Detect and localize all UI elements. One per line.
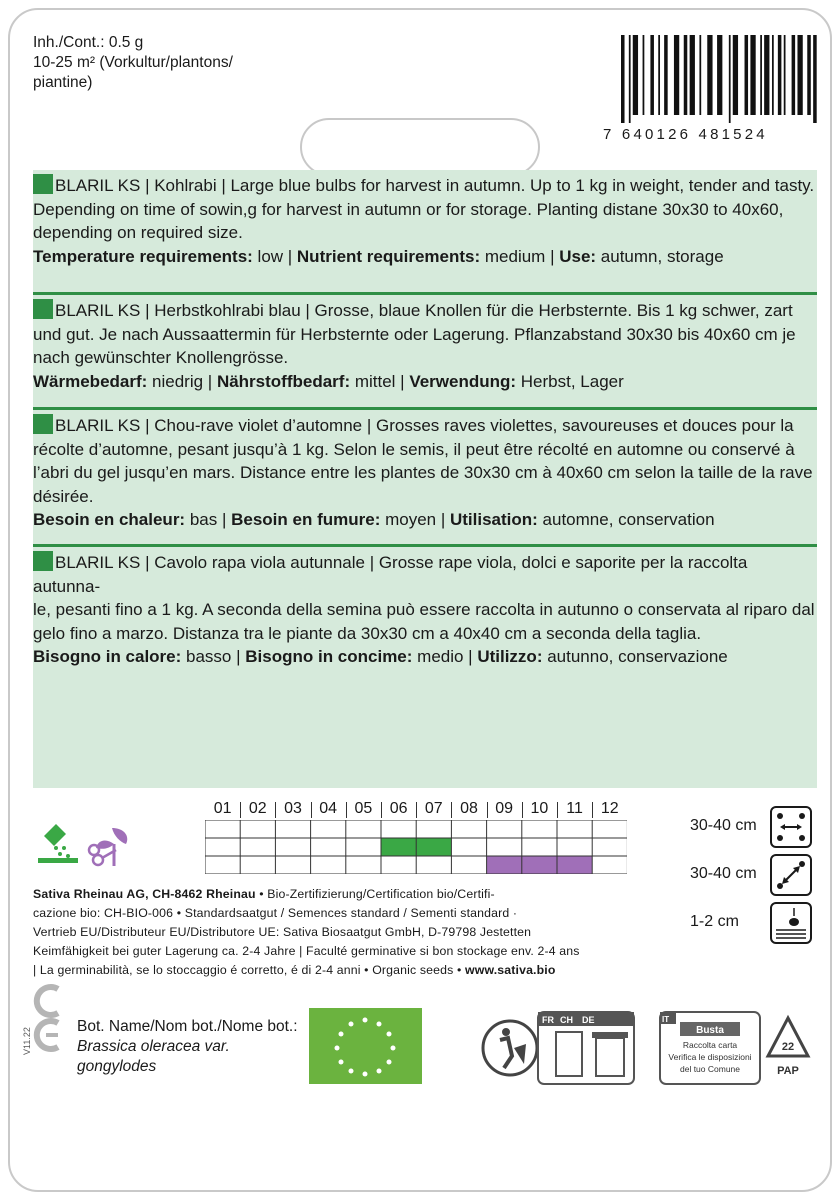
content-line: Inh./Cont.: 0.5 g — [33, 34, 144, 51]
calendar-month-label: 01 — [213, 800, 232, 817]
barcode-bar — [629, 35, 631, 123]
barcode-bar — [760, 35, 762, 115]
plant-distance-label: 30-40 cm — [690, 865, 757, 882]
barcode-bar — [807, 35, 811, 115]
desc-line: le, pesanti fino a 1 kg. A seconda della semina può essere raccolta in autunno o conservata al riparo dal — [33, 600, 815, 619]
calendar-header-divider — [240, 802, 241, 818]
recycling-info — [478, 1008, 818, 1088]
requirements-line: Bisogno in calore: basso | Bisogno in concime: medio | Utilizzo: autunno, conservazione — [33, 647, 728, 666]
calendar-header-divider — [311, 802, 312, 818]
desc-line: récolte d’automne, pesant jusqu’à 1 kg. Selon le semis, il peut être récolté en automne ou conservé à — [33, 439, 795, 459]
sowing-icon — [38, 824, 78, 863]
eu-organic-logo-icon — [309, 1008, 422, 1084]
calendar-month-label: 07 — [424, 800, 443, 817]
barcode-bar — [664, 35, 668, 115]
description-panel — [33, 170, 817, 788]
barcode-bar — [650, 35, 654, 115]
svg-text:PAP: PAP — [777, 1065, 799, 1077]
desc-line: gelo fino a marzo. Distanza tra le piante da 30x30 cm a 40x40 cm a seconda della taglia. — [33, 623, 702, 643]
svg-text:IT: IT — [662, 1015, 670, 1024]
barcode-bars — [621, 35, 821, 123]
latin-name-2: gongylodes — [77, 1058, 157, 1075]
barcode-bar — [750, 35, 755, 115]
botanical-name — [77, 1017, 298, 1077]
company-line: Vertrieb EU/Distributeur EU/Distributore UE: Sativa Biosaatgut GmbH, D-79798 Jestetten — [33, 925, 532, 939]
svg-text:Verifica le disposizioni: Verifica le disposizioni — [668, 1052, 752, 1062]
barcode — [603, 35, 821, 155]
svg-text:22: 22 — [781, 1041, 795, 1053]
requirements-line: Besoin en chaleur: bas | Besoin en fumure: moyen | Utilisation: automne, conservation — [33, 510, 715, 529]
calendar-month-label: 02 — [248, 800, 267, 817]
calendar-header-divider — [557, 802, 558, 818]
spacing-info — [690, 798, 820, 946]
company-info: Sativa Rheinau AG, CH-8462 Rheinau • Bio-Zertifizierung/Certification bio/Certifi- cazione bio: CH-BIO-006 • Standardsaatgut / Semences standard / Sementi standard · Vertrieb EU/Distributeur EU/Distributore UE: Sativa Biosaatgut GmbH, D-79798 Jestetten Keimfähigkeit bei guter Lagerung ca. 2-4 Jahre | Faculté germinative si bon stockage env. 2-4 ans | La germinabilità, se lo stoccaggio é corretto, é di 2-4 anni • Organic seeds • www.sativa.bio — [33, 885, 673, 980]
green-square-icon — [33, 174, 53, 194]
packet-content-info — [33, 33, 233, 93]
description-de — [33, 295, 817, 407]
ce-mark-icon — [30, 983, 62, 1055]
barcode-bar — [707, 35, 712, 115]
calendar-header-divider — [487, 802, 488, 818]
barcode-number: 7 640126 481524 — [603, 126, 768, 143]
calendar-month-header — [205, 798, 627, 820]
area-line-1: 10-25 m² (Vorkultur/plantons/ — [33, 54, 233, 71]
calendar-month-label: 11 — [566, 800, 583, 817]
desc-line: BLARIL KS | Chou-rave violet d’automne | Grosses raves violettes, savoureuses et douces pour la — [55, 416, 794, 435]
description-fr — [33, 410, 817, 544]
description-en — [33, 170, 817, 292]
barcode-bar — [658, 35, 660, 115]
calendar-header-divider — [592, 802, 593, 818]
calendar-header-divider — [275, 802, 276, 818]
calendar-month-label: 09 — [495, 800, 514, 817]
desc-line: désirée. — [33, 486, 94, 506]
sowing-depth — [690, 900, 820, 944]
svg-text:Raccolta carta: Raccolta carta — [682, 1040, 738, 1050]
calendar-month-label: 10 — [530, 800, 549, 817]
desc-line: depending on required size. — [33, 223, 243, 242]
svg-text:Busta: Busta — [696, 1025, 724, 1036]
row-distance-label: 30-40 cm — [690, 817, 757, 834]
barcode-bar — [699, 35, 701, 115]
website-link[interactable]: www.sativa.bio — [465, 963, 556, 977]
calendar-grid — [205, 820, 627, 874]
plant-distance-icon — [770, 854, 812, 896]
barcode-bar — [784, 35, 786, 115]
barcode-bar — [643, 35, 645, 115]
pap-recycle-triangle-icon — [768, 1018, 808, 1077]
area-line-2: piantine) — [33, 74, 93, 91]
calendar-header-divider — [346, 802, 347, 818]
row-distance — [690, 804, 820, 848]
calendar-header-divider — [381, 802, 382, 818]
desc-line: BLARIL KS | Kohlrabi | Large blue bulbs for harvest in autumn. Up to 1 kg in weight, tender and tasty. — [55, 176, 815, 195]
description-it — [33, 547, 817, 666]
sowing-period-cell — [381, 838, 416, 856]
barcode-bar — [633, 35, 638, 115]
requirements-line: Temperature requirements: low | Nutrient requirements: medium | Use: autumn, storage — [33, 246, 724, 266]
harvest-period-cell — [487, 856, 522, 874]
company-line: Keimfähigkeit bei guter Lagerung ca. 2-4 Jahre | Faculté germinative si bon stockage env. 2-4 ans — [33, 944, 580, 958]
calendar-month-label: 08 — [460, 800, 478, 817]
calendar-month-label: 03 — [284, 800, 302, 817]
svg-text:DE: DE — [582, 1015, 595, 1025]
barcode-bar — [674, 35, 679, 115]
barcode-bar — [717, 35, 722, 115]
barcode-bar — [733, 35, 738, 115]
barcode-bar — [778, 35, 782, 115]
desc-line: l’abri du gel jusqu’en mars. Distance entre les plantes de 30x30 cm à 40x60 cm selon la taille de la rave — [33, 463, 813, 482]
desc-line: Depending on time of sowin,g for harvest in autumn or for storage. Planting distane 30x30 to 40x60, — [33, 199, 784, 219]
recycle-person-icon — [483, 1021, 537, 1075]
plant-distance — [690, 852, 820, 896]
calendar-month-label: 05 — [354, 800, 373, 817]
fr-ch-de-recycling-icon — [538, 1012, 634, 1084]
barcode-bar — [792, 35, 796, 115]
harvest-period-cell — [557, 856, 592, 874]
hang-hole — [300, 118, 540, 176]
sowing-period-cell — [416, 838, 451, 856]
company-name: Sativa Rheinau AG, CH-8462 Rheinau — [33, 887, 256, 901]
barcode-bar — [745, 35, 749, 115]
svg-text:FR: FR — [542, 1015, 554, 1025]
desc-line: nach gewünschter Knollengrösse. — [33, 348, 289, 367]
sowing-harvest-icons — [34, 820, 144, 870]
green-square-icon — [33, 299, 53, 319]
barcode-bar — [621, 35, 625, 123]
desc-line: BLARIL KS | Herbstkohlrabi blau | Grosse, blaue Knollen für die Herbsternte. Bis 1 kg schwer, zart — [55, 301, 793, 320]
svg-text:CH: CH — [560, 1015, 573, 1025]
calendar-month-label: 04 — [319, 800, 338, 817]
version-code: V11.22 — [22, 1027, 32, 1055]
latin-name-1: Brassica oleracea var. — [77, 1038, 230, 1055]
requirements-line: Wärmebedarf: niedrig | Nährstoffbedarf: mittel | Verwendung: Herbst, Lager — [33, 371, 624, 391]
barcode-bar — [797, 35, 802, 115]
barcode-bar — [813, 35, 817, 123]
calendar-month-label: 12 — [600, 800, 619, 817]
sowing-depth-icon — [770, 902, 812, 944]
barcode-bar — [690, 35, 695, 115]
botanical-label: Bot. Name/Nom bot./Nome bot.: — [77, 1018, 298, 1035]
harvest-period-cell — [522, 856, 557, 874]
calendar-header-divider — [522, 802, 523, 818]
calendar-header-divider — [416, 802, 417, 818]
calendar-header-divider — [451, 802, 452, 818]
it-busta-label — [660, 1012, 760, 1084]
harvest-scissors-icon — [89, 828, 127, 866]
sowing-calendar — [205, 798, 627, 874]
barcode-bar — [772, 35, 774, 115]
desc-line: und gut. Je nach Aussaattermin für Herbsternte oder Lagerung. Pflanzabstand 30x30 bis 40x60 cm je — [33, 324, 796, 344]
green-square-icon — [33, 551, 53, 571]
barcode-bar — [764, 35, 769, 115]
company-line: cazione bio: CH-BIO-006 • Standardsaatgut / Semences standard / Sementi standard · — [33, 906, 518, 920]
barcode-bar — [729, 35, 731, 123]
svg-text:del tuo Comune: del tuo Comune — [679, 1064, 741, 1074]
desc-line: BLARIL KS | Cavolo rapa viola autunnale | Grosse rape viola, dolci e saporite per la raccolta autunna- — [33, 553, 748, 596]
barcode-bar — [684, 35, 688, 115]
calendar-month-label: 06 — [389, 800, 408, 817]
green-square-icon — [33, 414, 53, 434]
sowing-depth-label: 1-2 cm — [690, 913, 739, 930]
row-distance-icon — [770, 806, 812, 848]
